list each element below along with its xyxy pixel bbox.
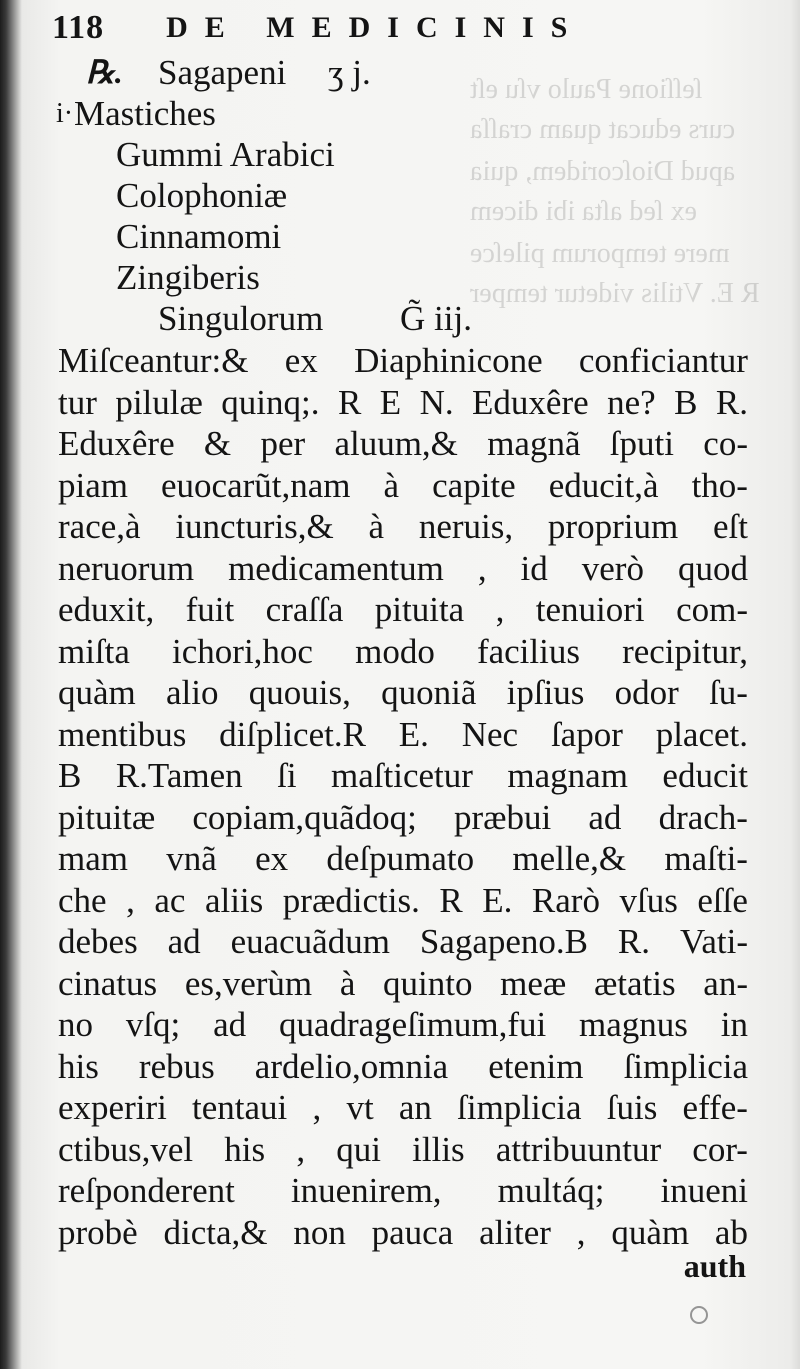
recipe-quantity: ʒ j. [328,53,371,92]
recipe-drug: Mastiches [74,94,216,133]
text-line: experiri tentaui , vt an ſimplicia ſuis effe- [58,1088,748,1127]
catchword: auth [683,1248,746,1284]
bleed-through-text: ſeſſione Paulo vſu eſt [470,74,703,105]
recipe-drug: Singulorum [158,299,324,338]
bleed-through-text: ex ſed aſta ibi dicem [470,196,698,227]
text-line: che , ac aliis prædictis. R E. Rarò vſus eſſe [58,880,748,920]
recipe-drug: Colophoniæ [116,176,288,215]
text-line: ctibus,vel his , qui illis attribuuntur cor- [58,1129,748,1169]
page-number: 118 [52,9,105,46]
text-line: no vſq; ad quadrageſimum,fui magnus in [58,1005,748,1044]
text-line: Miſceantur:& ex Diaphinicone conficiantur [58,341,748,380]
recipe-quantity: G̃ iij. [400,299,472,338]
bleed-through-text: curs educat quam craſſa [470,114,736,145]
text-line: eduxit, fuit craſſa pituita , tenuiori com- [58,590,748,629]
recipe-drug: Zingiberis [116,258,260,297]
bleed-through-text: R E. Vtilis videtur temper [470,278,760,309]
text-line: neruorum medicamentum , id verò quod [58,548,748,588]
text-line: tur pilulæ quinq;. R E N. Eduxêre ne? B R. [58,382,748,422]
recipe-drug: Gummi Arabici [116,135,335,174]
text-line: his rebus ardelio,omnia etenim ſimplicia [58,1046,748,1086]
recipe-line [62,257,742,298]
recipe-drug: Sagapeni [158,53,287,92]
recipe-line [62,216,742,257]
recipe-line [62,134,742,175]
bleed-through-text: mere temporum pileſce [470,238,730,269]
text-line: B R.Tamen ſi maſticetur magnam educit [58,756,748,795]
text-line: pituitæ copiam,quãdoq; præbui ad drach- [58,797,748,837]
text-line: probè dicta,& non pauca aliter , quàm ab [58,1212,748,1252]
recipe-drug: Cinnamomi [116,217,282,256]
text-line: race,à iuncturis,& à neruis, proprium eſt [58,507,748,546]
text-line: Eduxêre & per aluum,& magnã ſputi co- [58,424,748,463]
text-line: mam vnã ex deſpumato melle,& maſti- [58,839,748,878]
text-line: cinatus es,verùm à quinto meæ ætatis an- [58,963,748,1003]
text-line: debes ad euacuãdum Sagapeno.B R. Vati- [58,922,748,961]
recipe-prefix: i· [56,98,74,129]
bleed-through-text: apud Dioſcoridem, quia [470,156,736,187]
running-title: DE MEDICINIS [166,11,585,44]
page-blemish [690,1306,708,1324]
recipe-line [62,298,742,339]
rx-symbol: ℞. [86,54,123,90]
text-line: reſponderent inuenirem, multáq; inueni [58,1171,748,1210]
text-line: piam euocarũt,nam à capite educit,à tho- [58,465,748,505]
running-head [52,4,770,52]
recipe-line [62,175,742,216]
body-text [58,340,748,1253]
recipe-line [56,93,742,134]
text-line: miſta ichori,hoc modo facilius recipitur, [58,631,748,671]
text-line: mentibus diſplicet.R E. Nec ſapor placet. [58,714,748,754]
prescription-block [56,52,742,339]
recipe-line [62,52,742,93]
text-line: quàm alio quouis, quoniã ipſius odor ſu- [58,673,748,712]
